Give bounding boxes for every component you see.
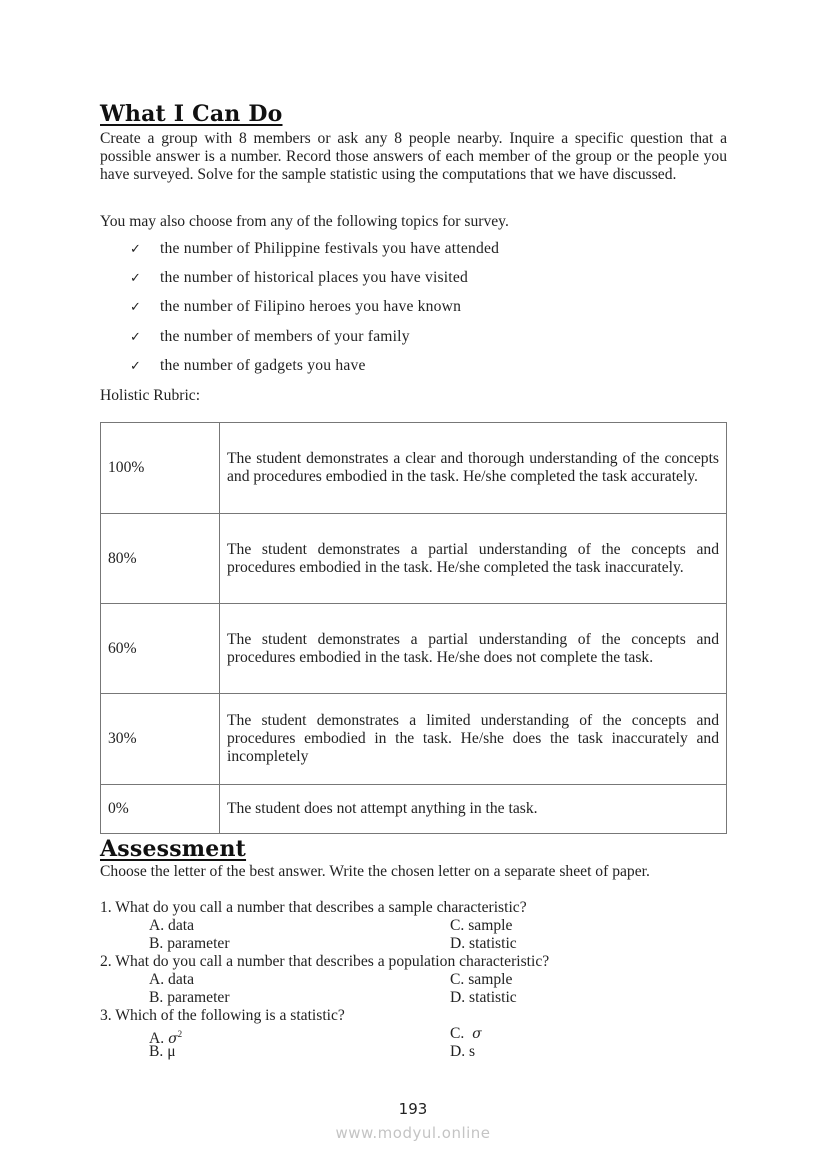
q2-option-d: D. statistic [450, 989, 517, 1006]
what-i-can-do-heading: What I Can Do [100, 101, 283, 127]
q1-option-b: B. parameter [149, 935, 230, 952]
list-item: ✓ the number of members of your family [100, 328, 727, 357]
q2-option-c: C. sample [450, 971, 513, 988]
table-row [101, 423, 727, 514]
rubric-score: 80% [101, 514, 220, 604]
table-row [101, 604, 727, 694]
rubric-score: 30% [101, 694, 220, 785]
q2-option-a: A. data [149, 971, 195, 988]
watermark: www.modyul.online [335, 1124, 491, 1142]
rubric-score: 0% [101, 785, 220, 834]
assessment-heading: Assessment [100, 836, 247, 862]
list-item: ✓ the number of gadgets you have [100, 357, 727, 386]
list-item: ✓ the number of historical places you have visited [100, 269, 727, 298]
rubric-description: The student does not attempt anything in the task. [220, 785, 727, 834]
rubric-label: Holistic Rubric: [100, 387, 201, 404]
holistic-rubric-table [100, 422, 727, 834]
q3-option-d: D. s [450, 1043, 476, 1060]
q3-option-a: A. $\sigma^2$ [149, 1029, 183, 1048]
table-row [101, 694, 727, 785]
question-2: 2. What do you call a number that describes a population characteristic? [100, 953, 550, 970]
list-item: ✓ the number of Filipino heroes you have known [100, 298, 727, 327]
activity-instructions: Create a group with 8 members or ask any 8 people nearby. Inquire a specific question that a possible answer is a number. Record those answers of each member of the group or the people you have surveyed. Solve for the sample statistic using the computations that we have discussed. [100, 130, 727, 183]
table-row [101, 514, 727, 604]
checkmark-icon: ✓ [130, 270, 141, 286]
table-row [101, 785, 727, 834]
q3-option-c: C. σ [450, 1025, 482, 1042]
q1-option-c: C. sample [450, 917, 513, 934]
checkmark-icon: ✓ [130, 357, 141, 373]
list-item: ✓ the number of Philippine festivals you have attended [100, 240, 727, 269]
checkmark-icon: ✓ [130, 299, 141, 315]
rubric-description: The student demonstrates a limited understanding of the concepts and procedures embodied in the task. He/she does the task inaccurately and incompletely [220, 694, 727, 785]
topics-intro: You may also choose from any of the following topics for survey. [100, 213, 509, 230]
checkmark-icon: ✓ [130, 241, 141, 256]
q1-option-a: A. data [149, 917, 195, 934]
rubric-description: The student demonstrates a partial understanding of the concepts and procedures embodied in the task. He/she completed the task inaccurately. [220, 514, 727, 604]
q3-option-b: B. μ [149, 1043, 176, 1060]
assessment-instructions: Choose the letter of the best answer. Write the chosen letter on a separate sheet of paper. [100, 863, 650, 880]
q2-option-b: B. parameter [149, 989, 230, 1006]
rubric-score: 100% [101, 423, 220, 514]
question-1: 1. What do you call a number that describes a sample characteristic? [100, 899, 527, 916]
sigma-symbol: σ [472, 1026, 482, 1042]
rubric-description: The student demonstrates a partial understanding of the concepts and procedures embodied in the task. He/she does not complete the task. [220, 604, 727, 694]
rubric-score: 60% [101, 604, 220, 694]
rubric-description: The student demonstrates a clear and thorough understanding of the concepts and procedures embodied in the task. He/she completed the task accurately. [220, 423, 727, 514]
question-3: 3. Which of the following is a statistic? [100, 1007, 345, 1024]
q1-option-d: D. statistic [450, 935, 517, 952]
survey-topics-list [100, 240, 727, 386]
page-number: 193 [398, 1100, 428, 1118]
sigma-symbol: σ [168, 1031, 178, 1048]
checkmark-icon: ✓ [130, 328, 141, 344]
